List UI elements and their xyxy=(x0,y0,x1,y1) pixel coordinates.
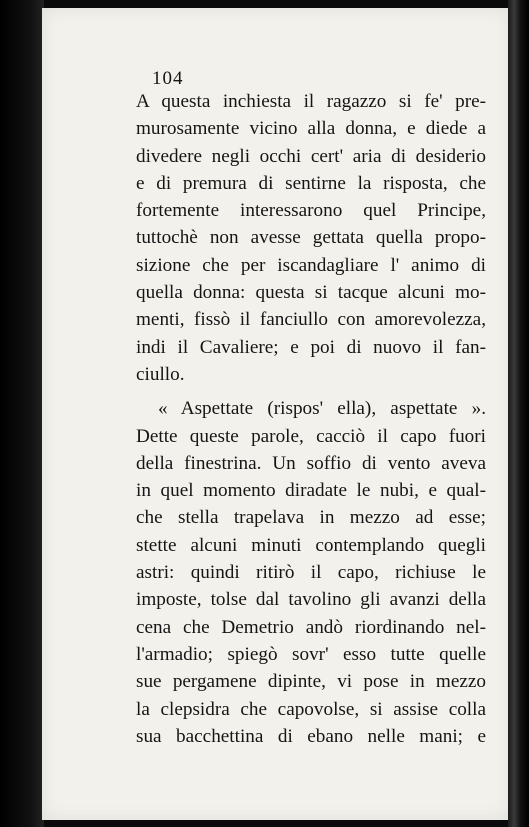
paragraph-1 xyxy=(136,88,486,388)
text-line: sua bacchettina di ebano nelle mani; e xyxy=(136,725,486,747)
text-line: imposte, tolse dal tavolino gli avanzi della xyxy=(136,589,486,611)
text-line: Dette queste parole, cacciò il capo fuori xyxy=(136,425,486,447)
page-number: 104 xyxy=(152,68,184,89)
text-line: cena che Demetrio andò riordinando nel- xyxy=(136,616,486,638)
text-line: menti, fissò il fanciullo con amorevolezza, xyxy=(136,309,486,331)
text-line: ciullo. xyxy=(136,363,185,385)
text-line: murosamente vicino alla donna, e diede a xyxy=(136,118,486,140)
text-line: « Aspettate (rispos' ella), aspettate ». xyxy=(158,398,486,420)
text-line: tuttochè non avesse gettata quella propo- xyxy=(136,227,486,249)
body-text xyxy=(136,88,486,750)
text-line: della finestrina. Un soffio di vento aveva xyxy=(136,452,486,474)
paragraph-gap xyxy=(136,388,486,395)
text-line: l'armadio; spiegò sovr' esso tutte quelle xyxy=(136,643,486,665)
paragraph-2 xyxy=(136,395,486,750)
scan-left-margin xyxy=(0,0,44,827)
text-line: indi il Cavaliere; e poi di nuovo il fan- xyxy=(136,336,486,358)
text-line: sue pergamene dipinte, vi pose in mezzo xyxy=(136,671,486,693)
text-line: divedere negli occhi cert' aria di desiderio xyxy=(136,145,486,167)
text-line: la clepsidra che capovolse, si assise colla xyxy=(136,698,486,720)
book-binding-edge xyxy=(508,0,529,827)
text-line: astri: quindi ritirò il capo, richiuse le xyxy=(136,562,486,584)
text-line: stette alcuni minuti contemplando quegli xyxy=(136,534,486,556)
text-line: quella donna: questa si tacque alcuni mo- xyxy=(136,282,486,304)
text-line: in quel momento diradate le nubi, e qual- xyxy=(136,480,486,502)
text-line: sizione che per iscandagliare l' animo di xyxy=(136,254,486,276)
text-line: e di premura di sentirne la risposta, che xyxy=(136,172,486,194)
text-line: A questa inchiesta il ragazzo si fe' pre- xyxy=(136,91,486,112)
text-line: che stella trapelava in mezzo ad esse; xyxy=(136,507,486,529)
text-line: fortemente interessarono quel Principe, xyxy=(136,200,486,222)
